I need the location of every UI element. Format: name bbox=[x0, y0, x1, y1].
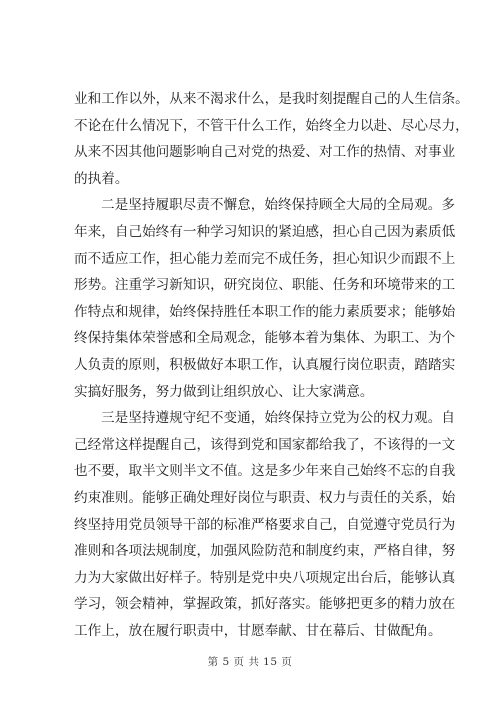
text-line: 不论在什么情况下，不管干什么工作，始终全力以赴、尽心尽力， bbox=[74, 117, 469, 134]
paragraph-start-line: 三是坚持遵规守纪不变通，始终保持立党为公的权力观。自 bbox=[101, 410, 455, 427]
text-line: 工作上，放在履行职责中，甘愿奉献、甘在幕后、甘做配角。 bbox=[74, 622, 442, 639]
paragraph-start-line: 二是坚持履职尽责不懈怠，始终保持顾全大局的全局观。多 bbox=[101, 197, 455, 214]
text-line: 年来，自己始终有一种学习知识的紧迫感，担心自己因为素质低 bbox=[74, 223, 456, 240]
text-line: 从来不因其他问题影响自己对党的热爱、对工作的热情、对事业 bbox=[74, 144, 456, 161]
text-line: 己经常这样提醒自己，该得到党和国家都给我了，不该得的一文 bbox=[74, 436, 456, 453]
document-body bbox=[74, 86, 469, 644]
text-line: 业和工作以外，从来不渴求什么，是我时刻提醒自己的人生信条。 bbox=[74, 91, 469, 107]
text-line: 终坚持用党员领导干部的标准严格要求自己，自觉遵守党员行为 bbox=[74, 516, 456, 533]
text-line: 的执着。 bbox=[74, 170, 129, 187]
text-line: 约束准则。能够正确处理好岗位与职责、权力与责任的关系，始 bbox=[74, 489, 456, 506]
text-line: 而不适应工作，担心能力差而完不成任务，担心知识少而跟不上 bbox=[74, 250, 456, 267]
text-line: 学习，领会精神，掌握政策，抓好落实。能够把更多的精力放在 bbox=[74, 596, 456, 613]
text-line: 准则和各项法规制度，加强风险防范和制度约束，严格自律，努 bbox=[74, 543, 456, 560]
page-number-footer: 第 5 页 共 15 页 bbox=[207, 656, 293, 668]
text-line: 实搞好服务，努力做到让组织放心、让大家满意。 bbox=[74, 383, 374, 400]
text-line: 也不要，取半文则半文不值。这是多少年来自己始终不忘的自我 bbox=[74, 463, 456, 480]
text-line: 人负责的原则，积极做好本职工作，认真履行岗位职责，踏踏实 bbox=[74, 356, 456, 373]
text-line: 形势。注重学习新知识，研究岗位、职能、任务和环境带来的工 bbox=[74, 277, 456, 294]
text-line: 作特点和规律，始终保持胜任本职工作的能力素质要求；能够始 bbox=[74, 303, 456, 320]
text-line: 终保持集体荣誉感和全局观念，能够本着为集体、为职工、为个 bbox=[74, 330, 456, 347]
text-line: 力为大家做出好样子。特别是党中央八项规定出台后，能够认真 bbox=[74, 569, 456, 586]
